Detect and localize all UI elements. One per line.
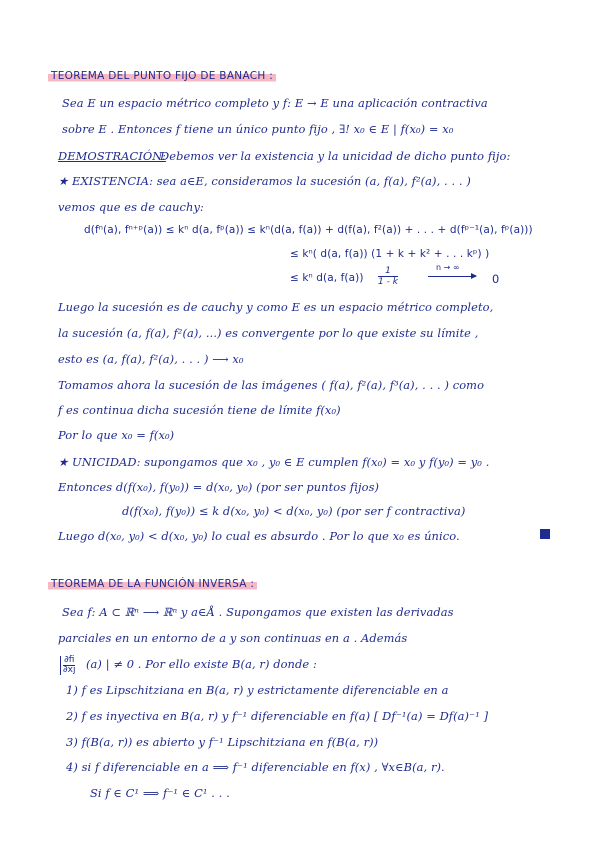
inequality-line-1: d(fⁿ(a), fⁿ⁺ᵖ(a)) ≤ kⁿ d(a, fᵖ(a)) ≤ kⁿ(d(a, f(a)) + d(f(a), f²(a)) + . . . + d(fᵖ⁻¹(a), fᵖ(a))) (84, 224, 533, 236)
existence-line: ★ EXISTENCIA: sea a∈E, consideramos la sucesión (a, f(a), f²(a), . . . ) (58, 174, 471, 188)
images-line-1: Tomamos ahora la sucesión de las imágenes ( f(a), f²(a), f³(a), . . . ) como (58, 378, 485, 392)
inverse-item-3: 3) f(B(a, r)) es abierto y f⁻¹ Lipschitziana en f(B(a, r)) (66, 735, 379, 749)
conclusion-line-2: la sucesión (a, f(a), f²(a), ...) es convergente por lo que existe su límite , (58, 326, 479, 340)
fixed-point-line: Por lo que x₀ = f(x₀) (58, 428, 175, 442)
inverse-item-1: 1) f es Lipschitziana en B(a, r) y estrictamente diferenciable en a (66, 683, 449, 697)
statement-line-1: Sea E un espacio métrico completo y f: E → E una aplicación contractiva (62, 96, 488, 110)
inverse-function-title: TEOREMA DE LA FUNCIÓN INVERSA : (48, 578, 257, 590)
uniqueness-line: ★ UNICIDAD: supongamos que x₀ , y₀ ∈ E cumplen f(x₀) = x₀ y f(y₀) = y₀ . (58, 455, 490, 469)
inverse-item-5: Si f ∈ C¹ ⟹ f⁻¹ ∈ C¹ . . . (90, 786, 230, 800)
partial-denominator: ∂xj (63, 665, 76, 675)
proof-heading: DEMOSTRACIÓN: (58, 149, 166, 163)
inverse-line-1: Sea f: A ⊂ ℝⁿ ⟶ ℝⁿ y a∈Å . Supongamos que existen las derivadas (62, 605, 454, 619)
banach-theorem-title: TEOREMA DEL PUNTO FIJO DE BANACH : (48, 70, 276, 82)
inverse-item-4: 4) si f diferenciable en a ⟹ f⁻¹ diferenciable en f(x) , ∀x∈B(a, r). (66, 760, 445, 774)
statement-line-2: sobre E . Entonces f tiene un único punto fijo , ∃! x₀ ∈ E | f(x₀) = x₀ (62, 122, 454, 136)
fraction-numerator: 1 (378, 266, 398, 277)
uniqueness-conclusion: Luego d(x₀, y₀) < d(x₀, y₀) lo cual es absurdo . Por lo que x₀ es único. (58, 529, 460, 543)
limit-arrow (428, 276, 476, 277)
proof-intro: Debemos ver la existencia y la unicidad de dicho punto fijo: (160, 149, 511, 163)
fraction-denominator: 1 - k (378, 277, 398, 287)
inequality-line-2: ≤ kⁿ( d(a, f(a)) (1 + k + k² + . . . kᵖ) ) (290, 248, 490, 260)
limit-label: n → ∞ (436, 263, 460, 272)
conclusion-line-1: Luego la sucesión es de cauchy y como E es un espacio métrico completo, (58, 300, 494, 314)
uniqueness-step-2: d(f(x₀), f(y₀)) ≤ k d(x₀, y₀) < d(x₀, y₀) (por ser f contractiva) (122, 504, 466, 518)
uniqueness-step-1: Entonces d(f(x₀), f(y₀)) = d(x₀, y₀) (por ser puntos fijos) (58, 480, 380, 494)
inverse-line-2: parciales en un entorno de a y son continuas en a . Además (58, 631, 408, 645)
inequality-line-3: ≤ kⁿ d(a, f(a)) (290, 272, 364, 284)
limit-zero: 0 (492, 272, 500, 286)
geometric-fraction (378, 266, 398, 287)
inverse-line-3: (a) | ≠ 0 . Por ello existe B(a, r) donde : (86, 657, 317, 671)
partial-numerator: ∂fi (64, 655, 75, 665)
partial-derivative-fraction (60, 656, 75, 675)
conclusion-line-3: esto es (a, f(a), f²(a), . . . ) ⟶ x₀ (58, 352, 244, 366)
cauchy-line: vemos que es de cauchy: (58, 200, 204, 214)
qed-square-icon (540, 529, 550, 539)
images-line-2: f es continua dicha sucesión tiene de límite f(x₀) (58, 403, 341, 417)
inverse-item-2: 2) f es inyectiva en B(a, r) y f⁻¹ diferenciable en f(a) [ Df⁻¹(a) = Df(a)⁻¹ ] (66, 709, 489, 723)
